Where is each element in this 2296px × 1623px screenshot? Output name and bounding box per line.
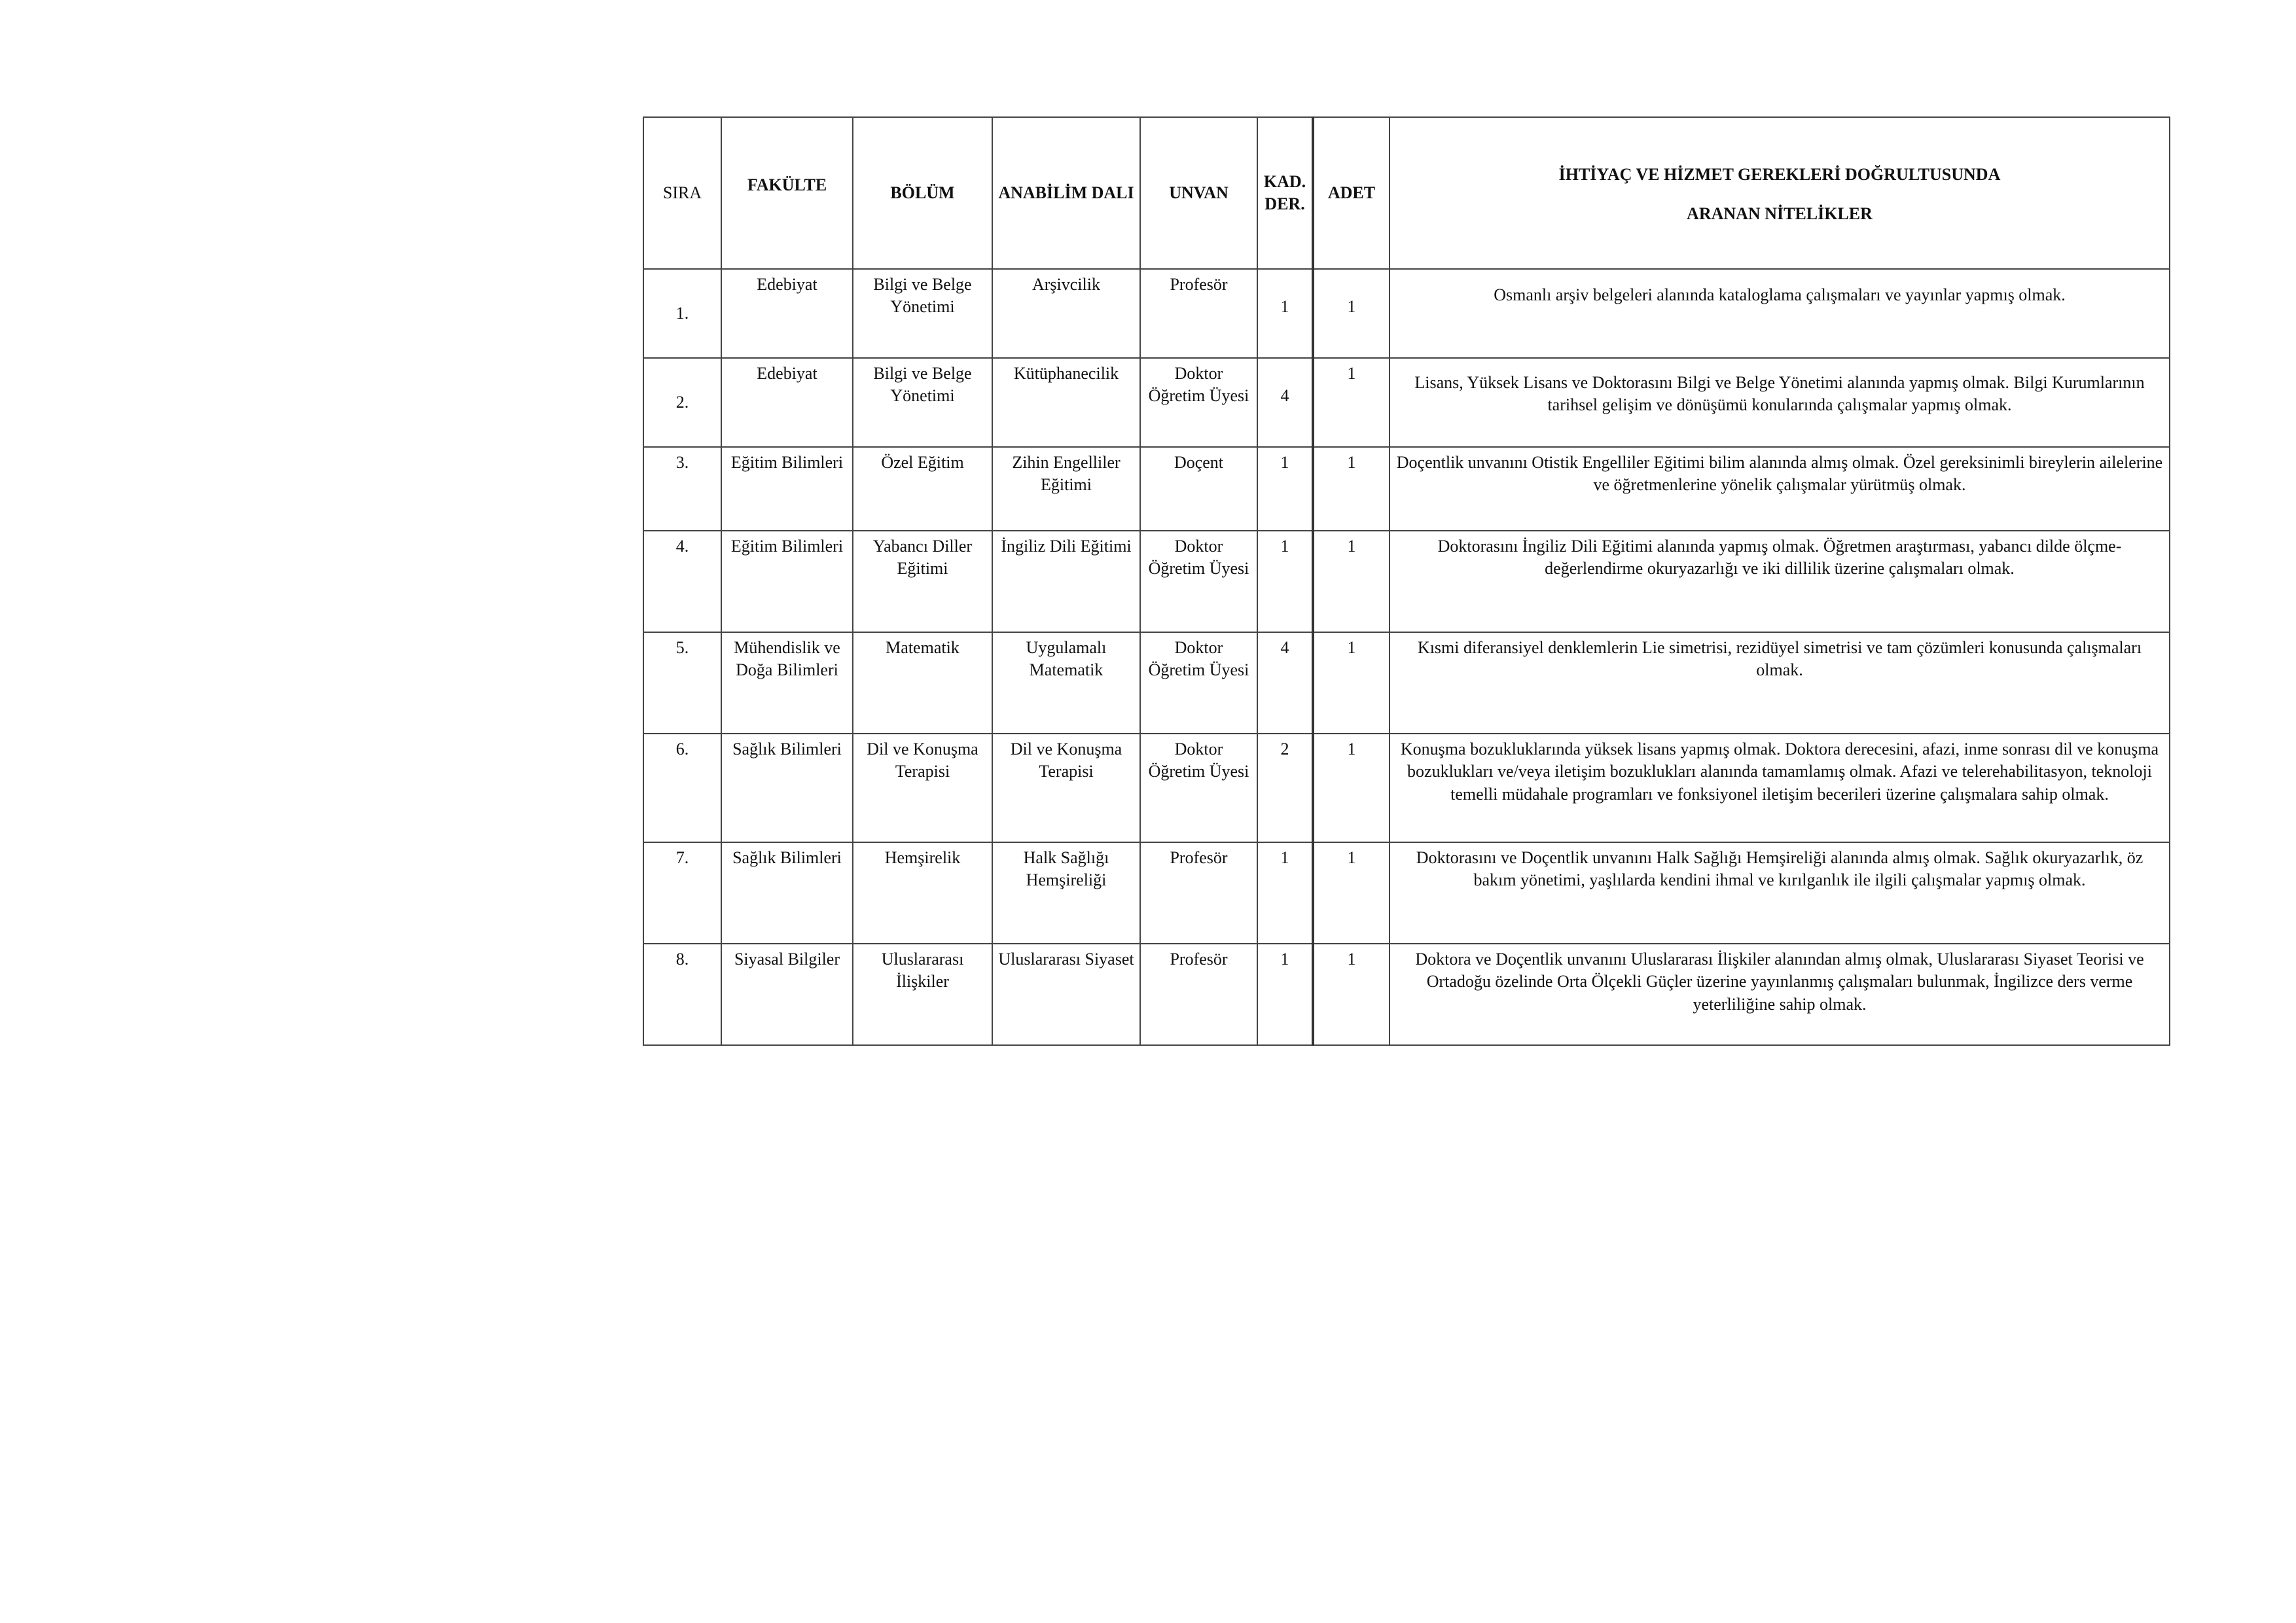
- cell-unvan: Profesör: [1140, 944, 1257, 1045]
- header-adet: ADET: [1313, 117, 1390, 269]
- cell-adet: 1: [1313, 632, 1390, 734]
- header-fakulte: FAKÜLTE: [721, 117, 853, 269]
- staff-requirements-table: [643, 116, 2170, 1046]
- cell-adet: 1: [1313, 447, 1390, 531]
- cell-sira: 2.: [643, 358, 721, 447]
- cell-aranan-nitelikler: Doktora ve Doçentlik unvanını Uluslararası İlişkiler alanından almış olmak, Uluslararası Siyaset Teorisi ve Ortadoğu özelinde Orta Ölçekli Güçler üzerine yayınlanmış çalışmaları bulunmak, İngilizce ders verme yeterliliğine sahip olmak.: [1390, 944, 2170, 1045]
- header-aranan-nitelikler: [1390, 117, 2170, 269]
- header-nitelik-line-1: İHTİYAÇ VE HİZMET GEREKLERİ DOĞRULTUSUNDA: [1558, 165, 2001, 184]
- cell-unvan: Profesör: [1140, 269, 1257, 358]
- cell-unvan: Doktor Öğretim Üyesi: [1140, 531, 1257, 632]
- cell-kadro-derecesi: 1: [1257, 447, 1313, 531]
- staff-requirements-sheet: [643, 116, 2169, 1046]
- header-bolum: BÖLÜM: [853, 117, 992, 269]
- cell-fakulte: Mühendislik ve Doğa Bilimleri: [721, 632, 853, 734]
- cell-bolum: Özel Eğitim: [853, 447, 992, 531]
- cell-adet: 1: [1313, 531, 1390, 632]
- cell-sira: 6.: [643, 734, 721, 842]
- table-header-row: [643, 117, 2170, 269]
- cell-sira: 1.: [643, 269, 721, 358]
- cell-sira: 3.: [643, 447, 721, 531]
- cell-fakulte: Edebiyat: [721, 358, 853, 447]
- cell-fakulte: Edebiyat: [721, 269, 853, 358]
- header-anabilim-dali: ANABİLİM DALI: [992, 117, 1140, 269]
- table-row: [643, 632, 2170, 734]
- cell-unvan: Profesör: [1140, 842, 1257, 944]
- cell-sira: 4.: [643, 531, 721, 632]
- cell-bolum: Dil ve Konuşma Terapisi: [853, 734, 992, 842]
- header-kadro-derecesi: KAD. DER.: [1257, 117, 1313, 269]
- cell-bolum: Bilgi ve Belge Yönetimi: [853, 269, 992, 358]
- header-sira: SIRA: [643, 117, 721, 269]
- cell-anabilim-dali: Uygulamalı Matematik: [992, 632, 1140, 734]
- cell-aranan-nitelikler: Kısmi diferansiyel denklemlerin Lie simetrisi, rezidüyel simetrisi ve tam çözümleri konusunda çalışmaları olmak.: [1390, 632, 2170, 734]
- cell-fakulte: Eğitim Bilimleri: [721, 447, 853, 531]
- cell-sira: 5.: [643, 632, 721, 734]
- table-row: [643, 944, 2170, 1045]
- cell-adet: 1: [1313, 358, 1390, 447]
- cell-anabilim-dali: Kütüphanecilik: [992, 358, 1140, 447]
- cell-adet: 1: [1313, 269, 1390, 358]
- cell-adet: 1: [1313, 734, 1390, 842]
- cell-adet: 1: [1313, 842, 1390, 944]
- cell-unvan: Doktor Öğretim Üyesi: [1140, 632, 1257, 734]
- header-nitelik-line-2: ARANAN NİTELİKLER: [1687, 204, 1873, 224]
- cell-anabilim-dali: İngiliz Dili Eğitimi: [992, 531, 1140, 632]
- cell-aranan-nitelikler: Lisans, Yüksek Lisans ve Doktorasını Bilgi ve Belge Yönetimi alanında yapmış olmak. Bilgi Kurumlarının tarihsel gelişim ve dönüşümü konularında çalışmalar yapmış olmak.: [1390, 358, 2170, 447]
- cell-bolum: Uluslararası İlişkiler: [853, 944, 992, 1045]
- cell-aranan-nitelikler: Doktorasını İngiliz Dili Eğitimi alanında yapmış olmak. Öğretmen araştırması, yabancı dilde ölçme-değerlendirme okuryazarlığı ve iki dillilik üzerine çalışmaları olmak.: [1390, 531, 2170, 632]
- cell-kadro-derecesi: 4: [1257, 358, 1313, 447]
- cell-anabilim-dali: Uluslararası Siyaset: [992, 944, 1140, 1045]
- header-unvan: UNVAN: [1140, 117, 1257, 269]
- cell-anabilim-dali: Zihin Engelliler Eğitimi: [992, 447, 1140, 531]
- cell-unvan: Doktor Öğretim Üyesi: [1140, 734, 1257, 842]
- cell-unvan: Doktor Öğretim Üyesi: [1140, 358, 1257, 447]
- cell-fakulte: Sağlık Bilimleri: [721, 734, 853, 842]
- cell-kadro-derecesi: 1: [1257, 944, 1313, 1045]
- cell-bolum: Hemşirelik: [853, 842, 992, 944]
- cell-aranan-nitelikler: Konuşma bozukluklarında yüksek lisans yapmış olmak. Doktora derecesini, afazi, inme sonrası dil ve konuşma bozuklukları ve/veya iletişim bozuklukları alanında tamamlamış olmak. Afazi ve telerehabilitasyon, teknoloji temelli müdahale programları ve fonksiyonel iletişim becerileri üzerine çalışmalara sahip olmak.: [1390, 734, 2170, 842]
- table-row: [643, 447, 2170, 531]
- cell-adet: 1: [1313, 944, 1390, 1045]
- table-row: [643, 358, 2170, 447]
- cell-anabilim-dali: Halk Sağlığı Hemşireliği: [992, 842, 1140, 944]
- cell-bolum: Matematik: [853, 632, 992, 734]
- cell-fakulte: Sağlık Bilimleri: [721, 842, 853, 944]
- cell-anabilim-dali: Arşivcilik: [992, 269, 1140, 358]
- table-row: [643, 531, 2170, 632]
- cell-sira: 7.: [643, 842, 721, 944]
- cell-kadro-derecesi: 1: [1257, 531, 1313, 632]
- table-row: [643, 842, 2170, 944]
- cell-bolum: Bilgi ve Belge Yönetimi: [853, 358, 992, 447]
- cell-kadro-derecesi: 2: [1257, 734, 1313, 842]
- cell-sira: 8.: [643, 944, 721, 1045]
- cell-anabilim-dali: Dil ve Konuşma Terapisi: [992, 734, 1140, 842]
- cell-fakulte: Eğitim Bilimleri: [721, 531, 853, 632]
- cell-bolum: Yabancı Diller Eğitimi: [853, 531, 992, 632]
- cell-unvan: Doçent: [1140, 447, 1257, 531]
- cell-kadro-derecesi: 1: [1257, 269, 1313, 358]
- cell-kadro-derecesi: 4: [1257, 632, 1313, 734]
- cell-aranan-nitelikler: Osmanlı arşiv belgeleri alanında kataloglama çalışmaları ve yayınlar yapmış olmak.: [1390, 269, 2170, 358]
- cell-aranan-nitelikler: Doçentlik unvanını Otistik Engelliler Eğitimi bilim alanında almış olmak. Özel gereksinimli bireylerin ailelerine ve öğretmenlerine yönelik çalışmalar yürütmüş olmak.: [1390, 447, 2170, 531]
- cell-fakulte: Siyasal Bilgiler: [721, 944, 853, 1045]
- cell-aranan-nitelikler: Doktorasını ve Doçentlik unvanını Halk Sağlığı Hemşireliği alanında almış olmak. Sağlık okuryazarlık, öz bakım yönetimi, yaşlılarda kendini ihmal ve kırılganlık ile ilgili çalışmalar yapmış olmak.: [1390, 842, 2170, 944]
- table-row: [643, 734, 2170, 842]
- cell-kadro-derecesi: 1: [1257, 842, 1313, 944]
- table-row: [643, 269, 2170, 358]
